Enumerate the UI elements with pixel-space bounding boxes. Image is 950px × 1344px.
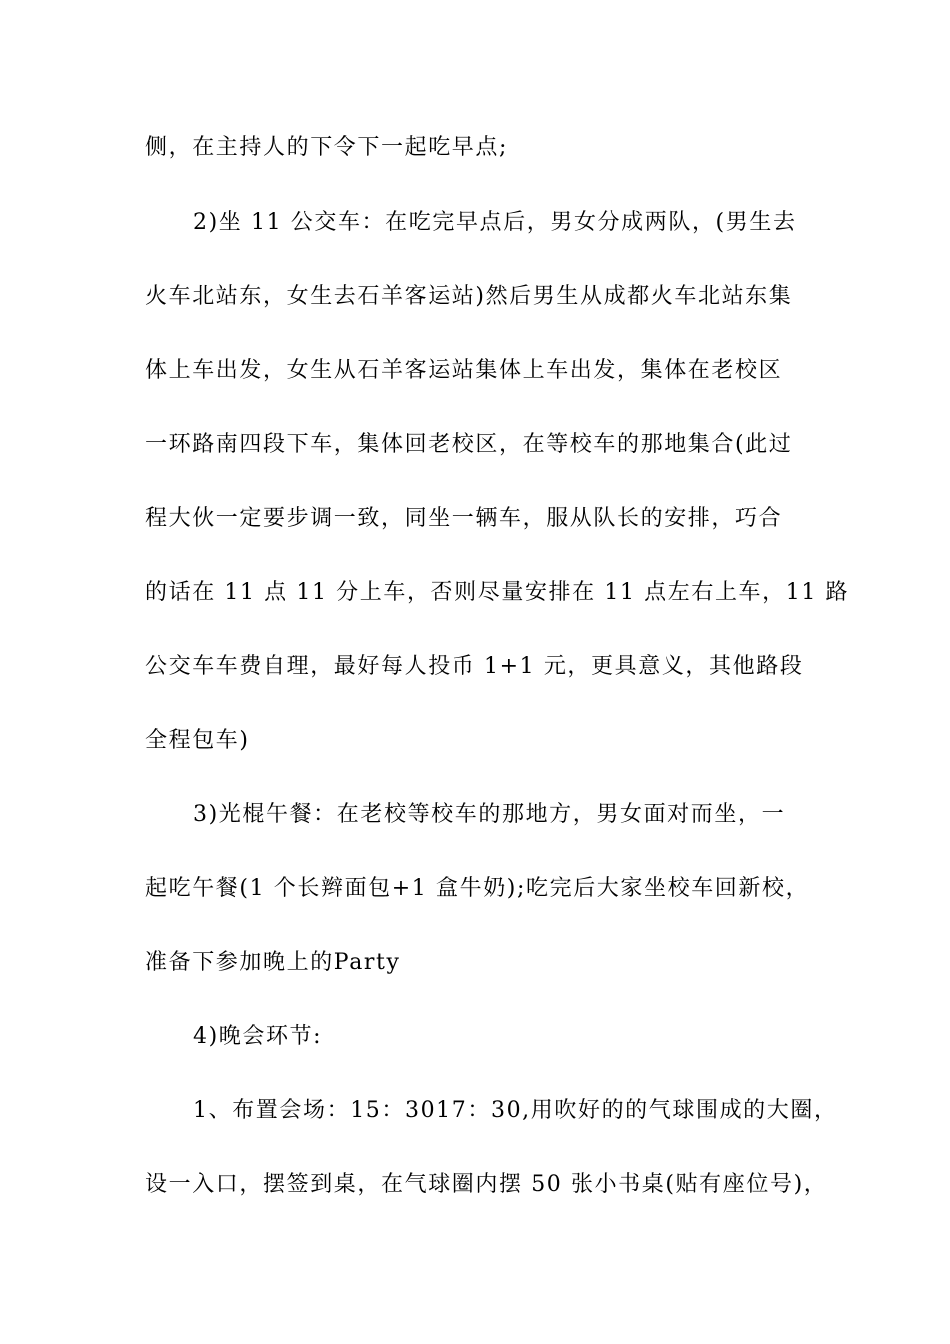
- text-line: 程大伙一定要步调一致，同坐一辆车，服从队长的安排，巧合: [145, 506, 783, 531]
- text-line: 体上车出发，女生从石羊客运站集体上车出发，集体在老校区: [145, 358, 783, 383]
- text-line: 3)光棍午餐：在老校等校车的那地方，男女面对而坐，一: [193, 802, 786, 827]
- text-line: 2)坐 11 公交车：在吃完早点后，男女分成两队，(男生去: [193, 210, 797, 235]
- text-line: 4)晚会环节:: [193, 1024, 323, 1049]
- text-line: 设一入口，摆签到桌，在气球圈内摆 50 张小书桌(贴有座位号)，: [145, 1172, 828, 1197]
- text-line: 公交车车费自理，最好每人投币 1+1 元，更具意义，其他路段: [145, 654, 804, 679]
- text-line: 的话在 11 点 11 分上车，否则尽量安排在 11 点左右上车，11 路: [145, 580, 850, 605]
- text-line: 起吃午餐(1 个长辫面包+1 盒牛奶);吃完后大家坐校车回新校，: [145, 876, 810, 901]
- text-line: 全程包车): [145, 728, 250, 753]
- text-line: 一环路南四段下车，集体回老校区，在等校车的那地集合(此过: [145, 432, 793, 457]
- text-line: 1、布置会场：15：3017：30,用吹好的的气球围成的大圈，: [193, 1098, 838, 1123]
- text-line: 准备下参加晚上的Party: [145, 950, 401, 975]
- text-line: 侧，在主持人的下令下一起吃早点;: [145, 135, 509, 160]
- text-line: 火车北站东，女生去石羊客运站)然后男生从成都火车北站东集: [145, 284, 793, 309]
